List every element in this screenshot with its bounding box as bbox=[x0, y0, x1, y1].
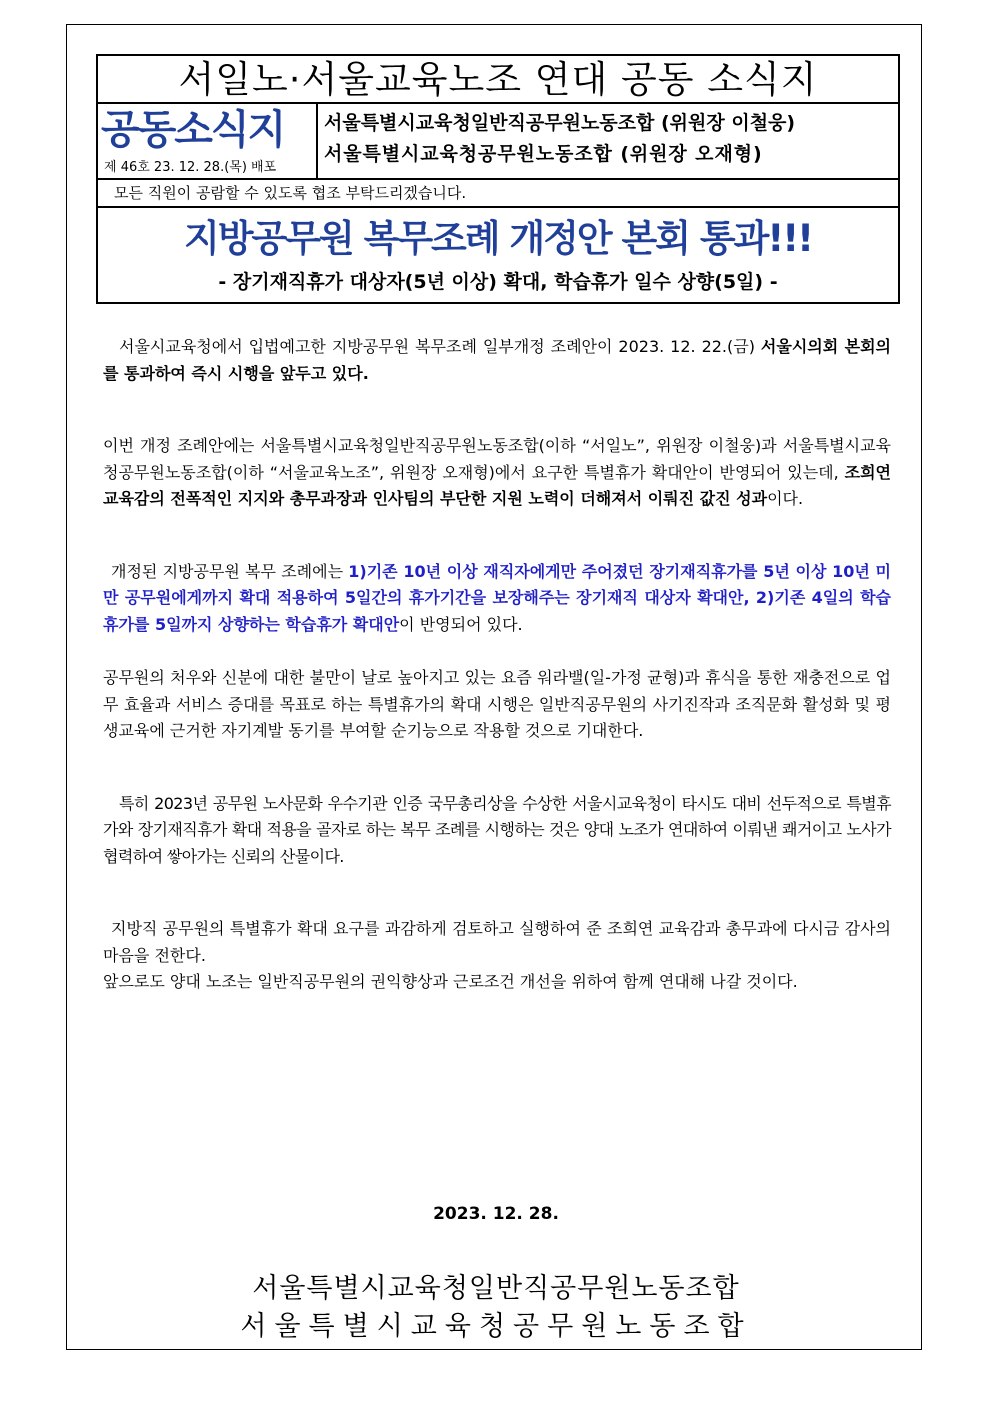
paragraph-3 bbox=[103, 559, 891, 639]
union-name-1: 서울특별시교육청일반직공무원노동조합 (위원장 이철웅) bbox=[324, 112, 796, 134]
union-names bbox=[324, 108, 894, 170]
p1-emphasis: 서울시의회 본회의를 통과하여 즉시 시행을 앞두고 있다. bbox=[103, 337, 892, 383]
logo-box bbox=[98, 104, 318, 178]
p2-emphasis: 조희연교육감의 전폭적인 지지와 총무과장과 인사팀의 부단한 지원 노력이 더해져서 이뤄진 값진 성과 bbox=[103, 462, 891, 508]
paragraph-2 bbox=[103, 433, 891, 513]
subheadline: - 장기재직휴가 대상자(5년 이상) 확대, 학습휴가 일수 상향(5일) - bbox=[218, 271, 778, 293]
paragraph-7: 앞으로도 양대 노조는 일반직공무원의 권익향상과 근로조건 개선을 위하여 함께 연대해 나갈 것이다. bbox=[103, 972, 798, 991]
signature-union-1: 서울특별시교육청일반직공무원노동조합 bbox=[252, 1273, 740, 1304]
newsletter-logo: 공동소식지 bbox=[101, 107, 285, 153]
banner-title: 서일노·서울교육노조 연대 공동 소식지 bbox=[98, 56, 898, 104]
paragraph-1 bbox=[103, 334, 891, 387]
paragraph-6: 지방직 공무원의 특별휴가 확대 요구를 과감하게 검토하고 실행하여 준 조희연 교육감과 총무과에 다시금 감사의 마음을 전한다. bbox=[103, 919, 891, 965]
p2-text: 이번 개정 조례안에는 서울특별시교육청일반직공무원노동조합(이하 “서일노”, 위원장 이철웅)과 서울특별시교육청공무원노동조합(이하 “서울교육노조”, 위원장 오재형)에서 요구한 특별휴가 확대안이 반영되어 있는데, bbox=[103, 436, 891, 482]
p2-tail: 이다. bbox=[767, 489, 804, 508]
issue-info: 제 46호 23. 12. 28.(목) 배포 bbox=[104, 160, 277, 175]
p3-tail: 이 반영되어 있다. bbox=[399, 614, 523, 634]
p3-text: 개정된 지방공무원 복무 조례에는 bbox=[111, 561, 349, 581]
circulation-notice: 모든 직원이 공람할 수 있도록 협조 부탁드리겠습니다. bbox=[98, 178, 898, 208]
article-body bbox=[103, 334, 891, 996]
p1-text: 서울시교육청에서 입법예고한 지방공무원 복무조례 일부개정 조례안이 2023. 12. 22.(금) bbox=[119, 337, 761, 356]
p3-highlight: 1)기존 10년 이상 재직자에게만 주어졌던 장기재직휴가를 5년 이상 10년 미만 공무원에게까지 확대 적용하여 5일간의 휴가기간을 보장해주는 장기재직 대상자 확대안, 2)기존 4일의 학습휴가를 5일까지 상향하는 학습휴가 확대안 bbox=[103, 561, 891, 634]
newsletter-header bbox=[96, 54, 900, 304]
issue-date: 2023. 12. 28. bbox=[433, 1204, 559, 1224]
union-name-2: 서울특별시교육청공무원노동조합 (위원장 오재형) bbox=[324, 143, 763, 165]
headline: 지방공무원 복무조례 개정안 본회 통과!!! bbox=[183, 217, 813, 260]
paragraph-4: 공무원의 처우와 신분에 대한 불만이 날로 높아지고 있는 요즘 워라밸(일-가정 균형)과 휴식을 통한 재충전으로 업무 효율과 서비스 증대를 목표로 하는 특별휴가의 확대 시행은 일반직공무원의 사기진작과 조직문화 활성화 및 평생교육에 근거한 자기계발 동기를 부여할 순기능으로 작용할 것으로 기대한다. bbox=[103, 668, 891, 740]
paragraph-5: 특히 2023년 공무원 노사문화 우수기관 인증 국무총리상을 수상한 서울시교육청이 타시도 대비 선두적으로 특별휴가와 장기재직휴가 확대 적용을 골자로 하는 복무 조례를 시행하는 것은 양대 노조가 연대하여 이뤄낸 쾌거이고 노사가 협력하여 쌓아가는 신뢰의 산물이다. bbox=[103, 793, 891, 866]
signature-union-2: 서울특별시교육청공무원노동조합 bbox=[240, 1311, 752, 1342]
